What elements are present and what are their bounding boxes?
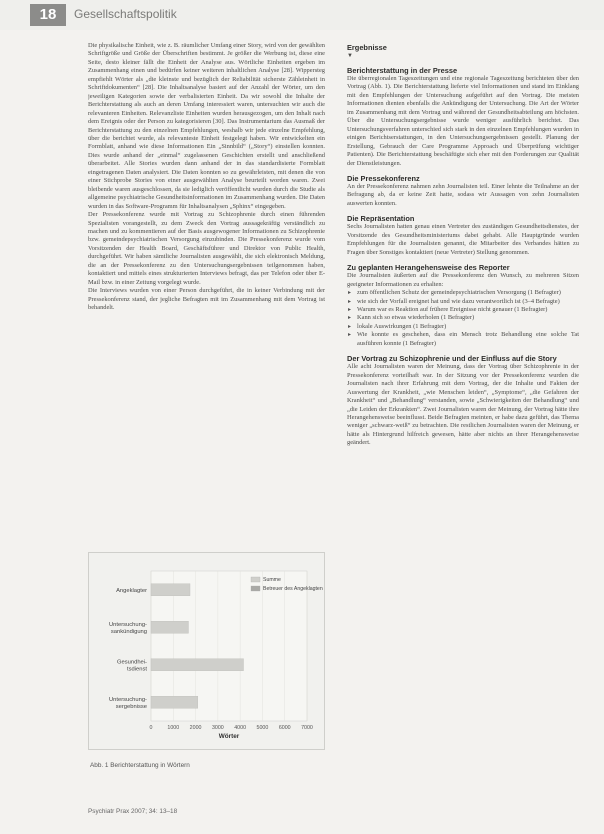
- section-text: Alle acht Journalisten waren der Meinung, dass der Vortrag über Schizophrenie in der Pressekonferenz vorteilhaft war. In der Sitzung vor der Pressekonferenz wurden die Journalisten nach ihrer Erfahrung mit dem Vortrag, der die Inhalte und Fakten der Auswertung der Krankheit, „wie Menschen leiden“, „Symptome“, „die Gefahren der Krankheit“ und „Behandlung“ verstanden, sowie „Schwierigkeiten der Behandlung“ und „die Leiden der Erkrankten“. Zwei Journalisten waren der Meinung, der Vortrag hätte ihre Herangehensweise beeinflusst. Beide Befragten meinten, er habe dazu geführt, das Thema weniger „schwarz-weiß“ zu betrachten. Die restlichen Journalisten waren der Meinung, er hätte als Hintergrund hilfreich gewesen, hätte aber nichts an ihrer Herangehensweise geändert.: [347, 363, 579, 447]
- section-heading: Der Vortrag zu Schizophrenie und der Einfluss auf die Story: [347, 354, 557, 364]
- section-heading: Berichterstattung in der Presse: [347, 66, 458, 75]
- x-tick-label: 3000: [211, 725, 224, 731]
- legend-label: Summe: [263, 577, 281, 583]
- category-label: Gesundhei-: [117, 659, 147, 666]
- figure-1: [88, 552, 325, 780]
- bar: [151, 659, 243, 671]
- right-column: [347, 43, 579, 803]
- legend-label: Betreuer des Angeklagten: [263, 586, 323, 592]
- section-text: An der Pressekonferenz nahmen zehn Journalisten teil. Einer lehnte die Teilnahme an der Befragung ab, da er keine Zeit hatte, sodass wir Aussagen von zehn Journalisten auswerten konnten.: [347, 182, 579, 207]
- legend-swatch: [251, 586, 260, 591]
- bar: [151, 621, 188, 633]
- results-marker: ▼: [347, 53, 353, 59]
- body-paragraph: Der Pressekonferenz wurde mit Vortrag zu Schizophrenie durch einen führenden Spezialisten vorangestellt, zu dem Zweck den Vortrag aussagekräftig verständlich zu machen und zu kommentieren auf der Basis ausgewogener Informationen zu Schizophrenie bzw. gemeindepsychiatrischen Versorgung einzubinden. Die Pressekonferenz wurde vom Vorsitzenden der Health Board, Geschäftsführer und Direktor von Public Health, durchgeführt. Wir haben sämtliche Journalisten ausgewählt, die sich elektronisch Meldung, die an der Pressekonferenz zu den Untersuchungsergebnissen teilgenommen haben, kontaktiert und mittels eines strukturierten Interviews befragt, das per Telefon oder über E-Mail bzw. in einer Zeitung vorgelegt wurde.: [88, 211, 325, 286]
- section-heading: Die Pressekonferenz: [347, 173, 420, 183]
- x-axis-label: Wörter: [218, 733, 240, 740]
- section-heading: Die Repräsentation: [347, 214, 415, 224]
- section-heading: Zu geplanten Herangehensweise des Reporter: [347, 263, 510, 273]
- left-column: [88, 42, 325, 547]
- body-paragraph: Die physikalische Einheit, wie z. B. räumlicher Umfang einer Story, wird von der gewählten Schriftgröße und Größe der Überschriften bestimmt. Je größer die Werbung ist, diese eine Seite, desto kleiner fällt die Einheit der Analyse aus. Wörtliche Einheiten ergeben im Zusammenhang einen und bedürfen keiner weiteren inhaltlichen Analyse [28]. Wippersteg empfiehlt Wörter als „die kleinste und bezüglich der Reliabilität sicherste Zähleinheit in Schriftdokumenten“ [28]. Die Inhaltsanalyse basiert auf der Anzahl der Wörter, um den jeweiligen Kategorien sowie der verbalisierten Einheit. Da wir sowohl die Inhalte der Berichterstattung als auch an deren Umfang interessiert waren, untersuchten wir auch die relevanteren Einheiten. Relevanzliste Einheiten wurden herausgezogen, um den Inhalt nach dem Ereignis oder der Person zu kategorisieren [30]. Das Instrumentarium das Ausmaß der Berichterstattung zu den einzelnen Empfehlungen, weshalb wir jede einzelne Empfehlung, über die berichtet wurde, als relevanteste Einheit festgelegt haben. Wir entwickelten ein Formblatt, anhand wie diese Informationen Ein „Sinnbild“ („Story“) einstellen konnten. Dies wurde anhand der „einmal“ zugelassenen Geschichten erstellt und anschließend überarbeitet. Alle Stories wurden dann anhand der in das standardisierte Formblatt eingetragenen Daten analysiert. Die Daten konnten so zu gewährleisten, mit denen die von einer Stichprobe Stories von einer ausgewählten Analyse beurteilt worden waren. Zwei bleibende waren ausgeschlossen, da sie lediglich veröffentlicht wurden durch die Studie als allgemeine psychiatrische Gesundheitsinformationen im Zusammenhang wurden. Die Daten wurden in das Software-Programm für Inhaltsanalysen „Sphinx“ eingegeben.: [88, 42, 325, 210]
- list-item: ▸ Kann sich so etwas wiederholen (1 Befragter): [347, 314, 579, 322]
- section-text: Die überregionalen Tageszeitungen und eine regionale Tageszeitung berichteten über den Vortrag (Abb. 1). Die Berichterstattung lieferte viel Informationen und stand im Einklang mit den Empfehlungen der Untersuchung aufgeführt auf den Vortrag. Die meisten Informationen dienten ebenfalls die Ankündigung der Untersuchung. Die Art der Wörter im Zusammenhang mit dem Vortrag und während der Gesundheitsabteilung am höchsten. Über die Untersuchungsergebnisse wurde weniger ausführlich berichtet. Das Untersuchungsverfahren unterschied sich stark in den einzelnen Empfehlungen wurden in einigen Berichtserstattungen, in den Untersuchungsergebnissen gestellt. Planung der Erstellung, Gebrauch der Care Programme Approach und Überprüfung wichtiger Patienten). Die Berichterstattung beschäftigte sich eher mit den Forderungen zur Qualität der Dienstleistungen.: [347, 75, 579, 167]
- bar-chart: [89, 553, 326, 751]
- x-tick-label: 4000: [234, 725, 247, 731]
- section-intro: Die Journalisten äußerten auf die Pressekonferenz den Wunsch, zu mehreren Sitzen geeigneter Informationen zu erhalten:: [347, 272, 579, 288]
- bullet-list: [347, 289, 579, 348]
- category-label: tsdienst: [127, 666, 147, 673]
- page-header: [0, 0, 604, 30]
- category-label: Untersuchung-: [108, 621, 147, 628]
- list-item: ▸ zum öffentlichen Schutz der gemeindepsychiatrischen Versorgung (1 Befragter): [347, 289, 579, 297]
- bar: [151, 696, 198, 708]
- figure-caption: Abb. 1 Berichterstattung in Wörtern: [90, 762, 190, 769]
- section-text: Sechs Journalisten hatten genau einen Vertreter des zuständigen Gesundheitsdienstes, der Vorsitzende des Gesundheitsministeriums dabei gehabt. Alle Hauptgründe wurden Empfehlungen für die Journalisten genannt, die Mitarbeiter des Verbandes hätten zu Fragen über Sonstiges kontaktiert (neue Vertreter) Stellung genommen.: [347, 223, 579, 256]
- section-heading-results: Ergebnisse: [347, 43, 387, 52]
- category-label: sergebnisse: [115, 703, 147, 710]
- x-tick-label: 5000: [256, 725, 269, 731]
- bar: [151, 584, 190, 596]
- body-paragraph: Die Interviews wurden von einer Person durchgeführt, die in keiner Verbindung mit der Pressekonferenz stand, der jegliche Befragten mit im Zusammenhang mit dem Vortrag ist behandelt.: [88, 287, 325, 312]
- legend-swatch: [251, 577, 260, 582]
- category-label: Angeklagter: [116, 587, 147, 594]
- category-label: Untersuchung-: [108, 696, 147, 703]
- x-tick-label: 1000: [167, 725, 180, 731]
- list-item: ▸ wie sich der Vorfall ereignet hat und wie dazu verantwortlich ist (3–4 Befragte): [347, 298, 579, 306]
- list-item: ▸ Wie konnte es geschehen, dass ein Mensch trotz Behandlung eine solche Tat ausführen konnte (1 Befragter): [347, 331, 579, 348]
- x-tick-label: 7000: [301, 725, 313, 731]
- running-title: Gesellschaftspolitik: [74, 7, 177, 21]
- list-item: ▸ lokale Auswirkungen (1 Befragter): [347, 323, 579, 331]
- page-number: 18: [30, 4, 66, 26]
- page-footer: Psychiatr Prax 2007; 34: 13–18: [88, 808, 178, 815]
- category-label: sankündigung: [110, 628, 147, 635]
- x-tick-label: 2000: [189, 725, 202, 731]
- chart-frame: [88, 552, 325, 750]
- x-tick-label: 6000: [278, 725, 291, 731]
- x-tick-label: 0: [149, 725, 153, 731]
- list-item: ▸ Warum war es Reaktion auf frühere Ereignisse nicht genauer (1 Befragter): [347, 306, 579, 314]
